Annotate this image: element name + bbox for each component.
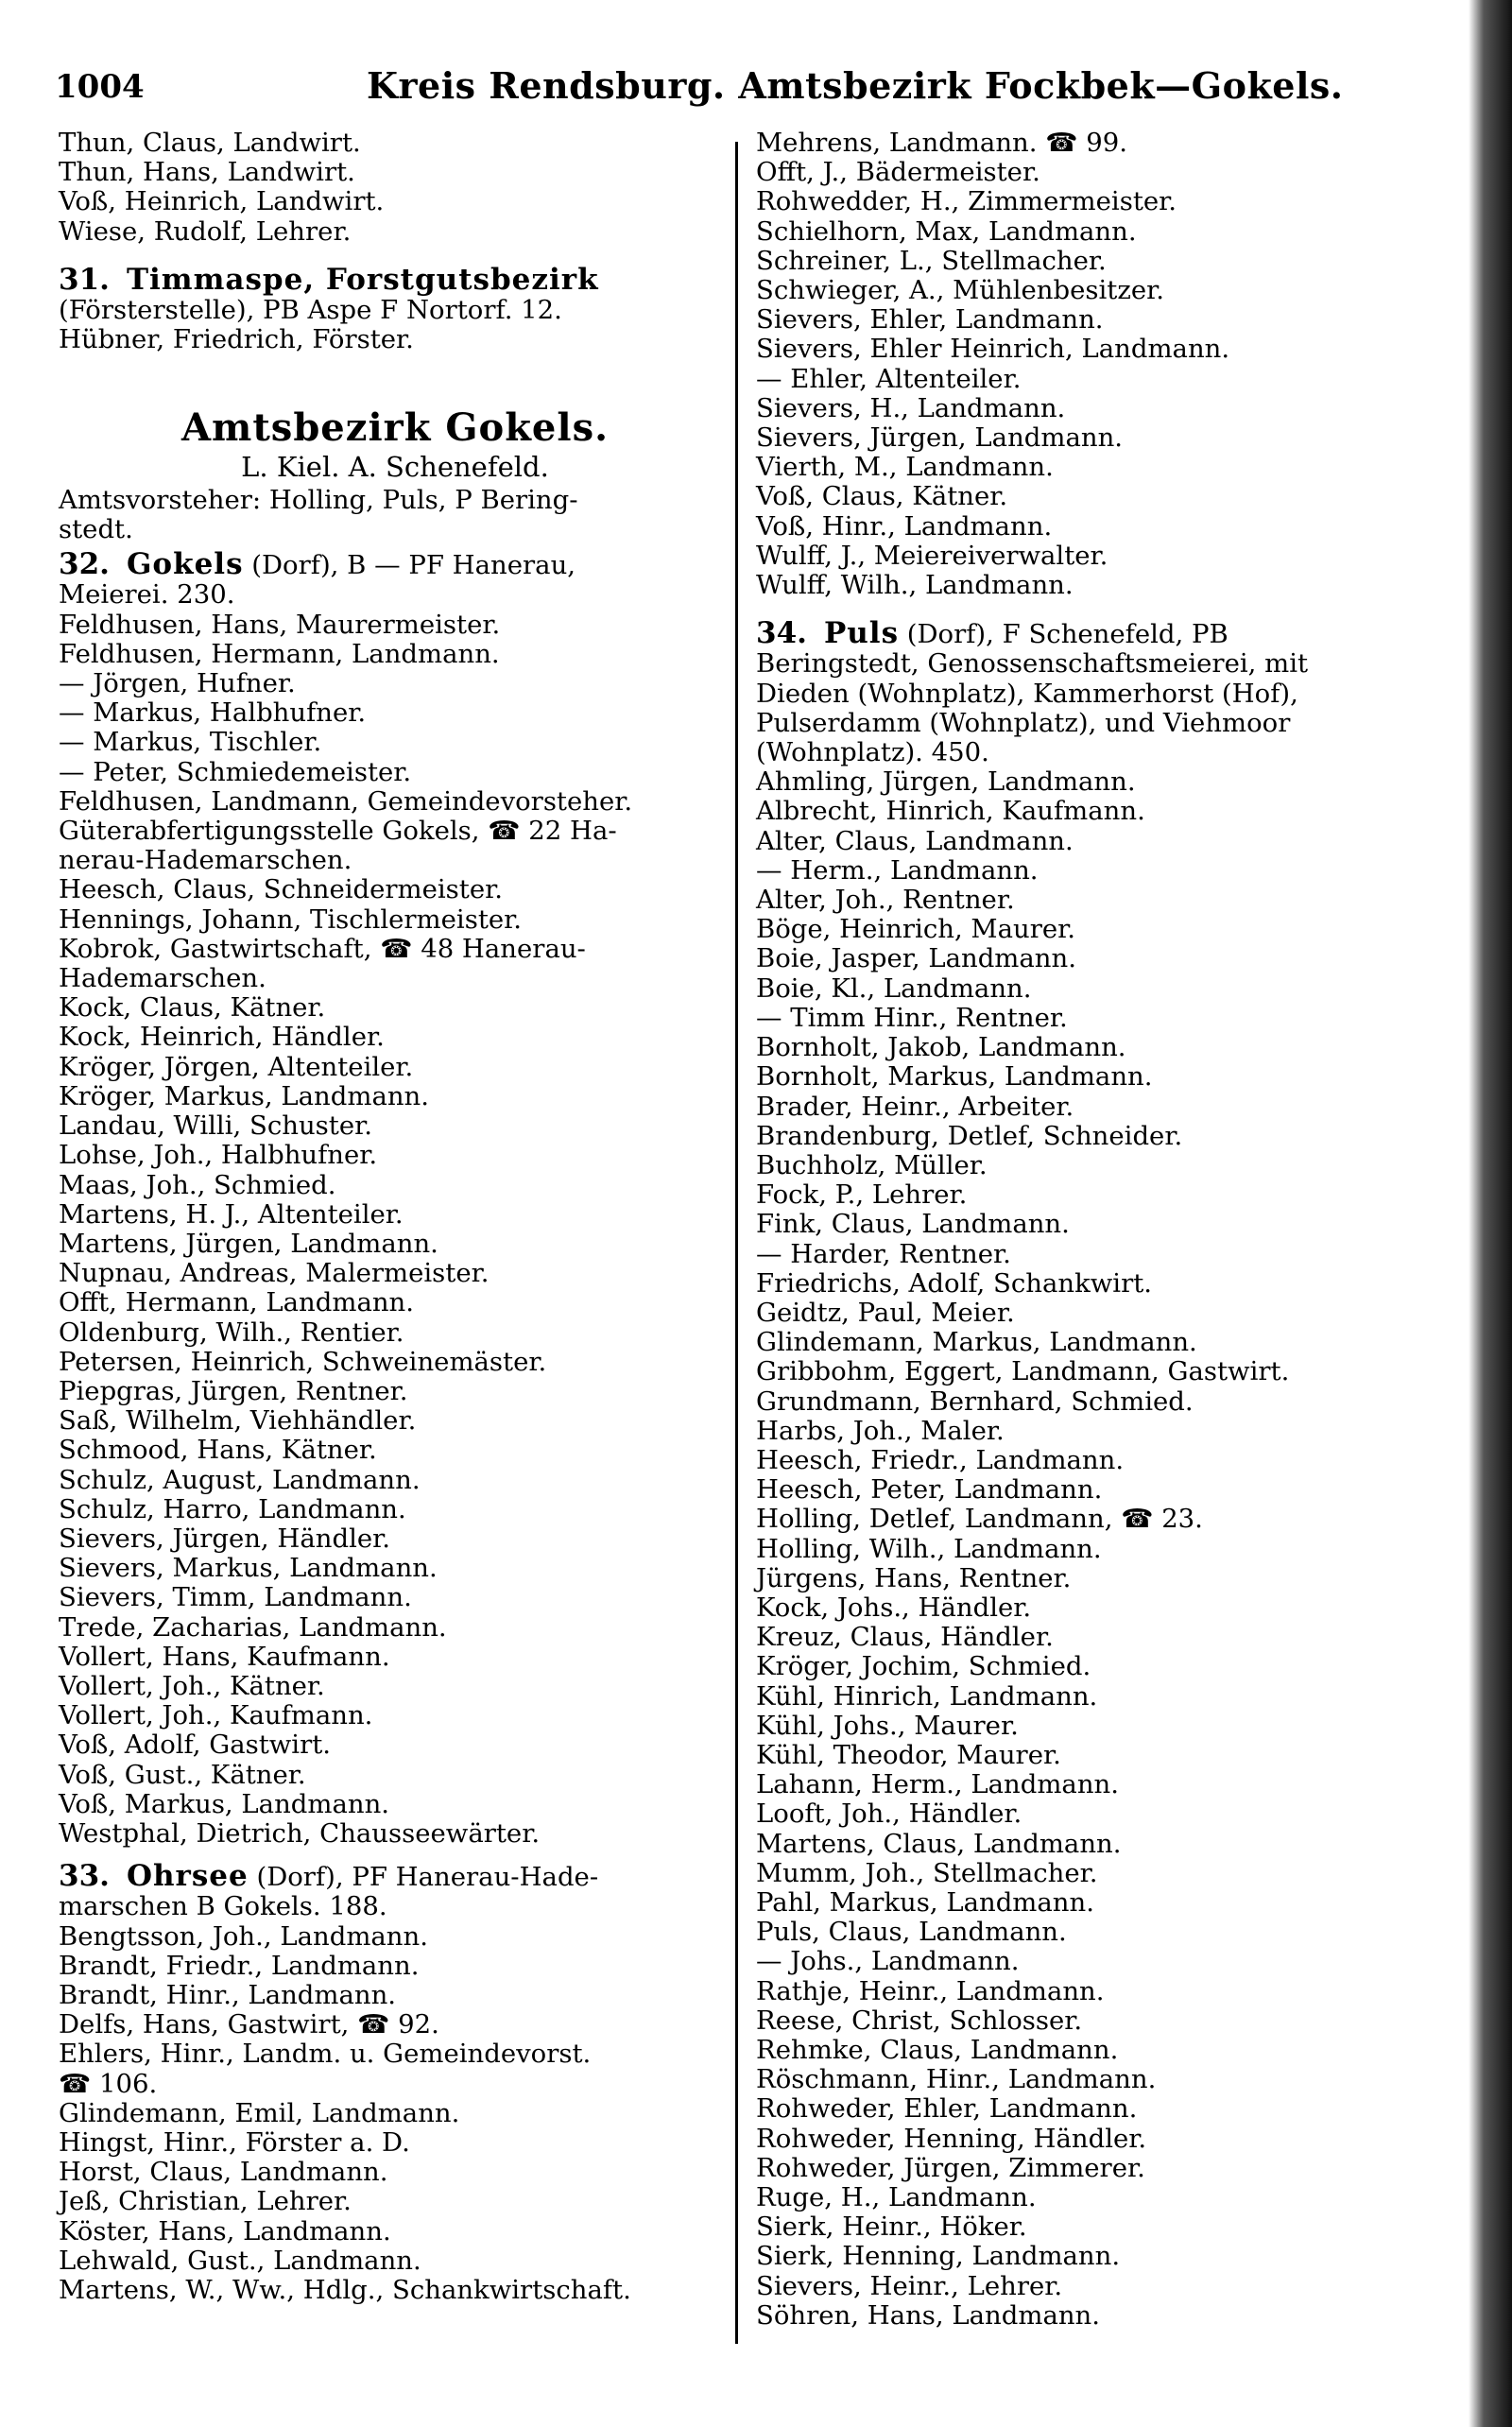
list-item: Feldhusen, Landmann, Gemeindevorsteher. xyxy=(59,785,633,817)
list-item: Maas, Joh., Schmied. xyxy=(59,1169,336,1200)
list-item: Mumm, Joh., Stellmacher. xyxy=(756,1857,1098,1888)
list-item: Köster, Hans, Landmann. xyxy=(59,2215,391,2246)
right-column xyxy=(756,129,1408,2331)
list-item: Jeß, Christian, Lehrer. xyxy=(59,2186,352,2217)
section-number: 33. xyxy=(59,1859,110,1894)
section-description: (Dorf), PF Hanerau-Hade- xyxy=(256,1862,599,1893)
list-item: Kock, Johs., Händler. xyxy=(756,1592,1032,1623)
list-item: Heesch, Friedr., Landmann. xyxy=(756,1444,1125,1475)
list-item: Kühl, Johs., Maurer. xyxy=(756,1710,1019,1741)
running-head: Kreis Rendsburg. Amtsbezirk Fockbek—Gokels. xyxy=(367,64,1344,107)
list-item: Bornholt, Jakob, Landmann. xyxy=(756,1032,1126,1063)
list-item: Rohweder, Ehler, Landmann. xyxy=(756,2093,1138,2125)
list-item: Fink, Claus, Landmann. xyxy=(756,1209,1070,1240)
list-item: Kreuz, Claus, Händler. xyxy=(756,1622,1054,1653)
list-item: Schulz, Harro, Landmann. xyxy=(59,1493,406,1524)
list-item: Vollert, Joh., Kaufmann. xyxy=(59,1700,373,1731)
list-item: Nupnau, Andreas, Malermeister. xyxy=(59,1258,490,1289)
list-item: Heesch, Claus, Schneidermeister. xyxy=(59,874,503,905)
list-item: Westphal, Dietrich, Chausseewärter. xyxy=(59,1817,541,1849)
section-place: Ohrsee xyxy=(126,1859,249,1894)
section-32 xyxy=(59,547,731,1849)
list-item: Buchholz, Müller. xyxy=(756,1149,988,1180)
section-32-lines xyxy=(59,580,731,1849)
list-item: Delfs, Hans, Gastwirt, ☎ 92. xyxy=(59,2009,439,2040)
list-item: Thun, Claus, Landwirt. xyxy=(59,128,361,158)
list-item: Brandenburg, Detlef, Schneider. xyxy=(756,1120,1183,1151)
list-item: Landau, Willi, Schuster. xyxy=(59,1110,372,1142)
list-item: Alter, Joh., Rentner. xyxy=(756,885,1015,916)
list-item: Röschmann, Hinr., Landmann. xyxy=(756,2064,1157,2095)
list-item: Schielhorn, Max, Landmann. xyxy=(756,215,1137,247)
list-item: Güterabfertigungsstelle Gokels, ☎ 22 Ha- xyxy=(59,816,617,847)
list-item: Sierk, Heinr., Höker. xyxy=(756,2212,1027,2243)
section-number: 31. xyxy=(59,262,110,297)
list-item: Rohweder, Henning, Händler. xyxy=(756,2123,1147,2154)
list-item: Brandt, Friedr., Landmann. xyxy=(59,1950,420,1981)
list-item: Kock, Heinrich, Händler. xyxy=(59,1022,385,1053)
list-item: Vierth, M., Landmann. xyxy=(756,452,1054,483)
list-item: marschen B Gokels. 188. xyxy=(59,1891,387,1922)
list-item: Hademarschen. xyxy=(59,963,266,994)
list-item: Kröger, Jörgen, Altenteiler. xyxy=(59,1051,414,1082)
list-item: Rohwedder, H., Zimmermeister. xyxy=(756,186,1177,217)
section-heading xyxy=(59,547,731,582)
list-item: Sievers, Jürgen, Landmann. xyxy=(756,422,1124,454)
section-description: (Dorf), B — PF Hanerau, xyxy=(251,550,576,581)
list-item: Lahann, Herm., Landmann. xyxy=(756,1769,1119,1800)
list-item: Martens, Jürgen, Landmann. xyxy=(59,1228,438,1259)
list-item: — Herm., Landmann. xyxy=(756,854,1039,886)
list-item: Brader, Heinr., Arbeiter. xyxy=(756,1091,1074,1122)
list-item: Reese, Christ, Schlosser. xyxy=(756,2005,1083,2036)
list-item: Alter, Claus, Landmann. xyxy=(756,825,1074,856)
list-item: Oldenburg, Wilh., Rentier. xyxy=(59,1317,404,1348)
list-item: Saß, Wilhelm, Viehhändler. xyxy=(59,1405,417,1437)
list-item: Sievers, Ehler Heinrich, Landmann. xyxy=(756,334,1230,365)
list-item: nerau-Hademarschen. xyxy=(59,845,352,876)
list-item: Schulz, August, Landmann. xyxy=(59,1464,421,1495)
list-item: Wulff, Wilh., Landmann. xyxy=(756,570,1074,601)
page-number: 1004 xyxy=(55,68,145,106)
section-heading xyxy=(756,616,1408,651)
section-place: Puls xyxy=(823,616,900,651)
list-item: — Markus, Tischler. xyxy=(59,727,322,758)
section-31 xyxy=(59,262,731,355)
list-item: Lohse, Joh., Halbhufner. xyxy=(59,1140,378,1171)
list-item: Schwieger, A., Mühlenbesitzer. xyxy=(756,275,1164,306)
list-item: Horst, Claus, Landmann. xyxy=(59,2157,388,2188)
list-item: Sievers, Timm, Landmann. xyxy=(59,1582,412,1613)
list-item: stedt. xyxy=(59,514,133,545)
list-item: Holling, Wilh., Landmann. xyxy=(756,1533,1102,1564)
list-item: Fock, P., Lehrer. xyxy=(756,1179,968,1211)
list-item: Voß, Adolf, Gastwirt. xyxy=(59,1730,332,1761)
list-item: Böge, Heinrich, Maurer. xyxy=(756,914,1075,945)
list-item: Kock, Claus, Kätner. xyxy=(59,992,326,1024)
list-item: Glindemann, Emil, Landmann. xyxy=(59,2097,460,2128)
list-item: Hennings, Johann, Tischlermeister. xyxy=(59,904,523,935)
list-item: (Wohnplatz). 450. xyxy=(756,737,989,768)
list-item: Grundmann, Bernhard, Schmied. xyxy=(756,1386,1194,1417)
list-item: Vollert, Joh., Kätner. xyxy=(59,1670,325,1701)
amtsbezirk-heading: Amtsbezirk Gokels. xyxy=(180,405,610,451)
list-item: Bengtsson, Joh., Landmann. xyxy=(59,1920,428,1952)
list-item: Looft, Joh., Händler. xyxy=(756,1799,1022,1830)
list-item: Rehmke, Claus, Landmann. xyxy=(756,2035,1119,2065)
list-item: ☎ 106. xyxy=(59,2068,158,2099)
list-item: Offt, J., Bädermeister. xyxy=(756,157,1040,188)
section-place: Gokels xyxy=(126,547,244,582)
list-item: Heesch, Peter, Landmann. xyxy=(756,1474,1103,1506)
list-item: Glindemann, Markus, Landmann. xyxy=(756,1327,1197,1358)
list-item: — Johs., Landmann. xyxy=(756,1946,1020,1977)
list-item: Martens, Claus, Landmann. xyxy=(756,1828,1122,1859)
list-item: Sievers, H., Landmann. xyxy=(756,392,1066,423)
page-edge-shadow xyxy=(1469,0,1512,2427)
list-item: Trede, Zacharias, Landmann. xyxy=(59,1611,447,1643)
list-item: Boie, Jasper, Landmann. xyxy=(756,943,1076,974)
list-item: Kühl, Hinrich, Landmann. xyxy=(756,1680,1098,1712)
list-item: Petersen, Heinrich, Schweinemäster. xyxy=(59,1346,547,1377)
list-item: Rathje, Heinr., Landmann. xyxy=(756,1975,1105,2006)
section-number: 32. xyxy=(59,547,110,582)
section-heading xyxy=(59,1859,731,1894)
list-item: Kühl, Theodor, Maurer. xyxy=(756,1739,1061,1770)
list-item: Voß, Markus, Landmann. xyxy=(59,1788,390,1819)
section-place: Timmaspe, Forstgutsbezirk xyxy=(126,262,599,297)
list-item: Mehrens, Landmann. ☎ 99. xyxy=(756,128,1127,158)
list-item: — Markus, Halbhufner. xyxy=(59,697,367,729)
list-item: Schmood, Hans, Kätner. xyxy=(59,1435,377,1466)
list-item: Sievers, Markus, Landmann. xyxy=(59,1553,438,1584)
list-item: Kröger, Markus, Landmann. xyxy=(59,1080,430,1111)
list-item: Söhren, Hans, Landmann. xyxy=(756,2299,1101,2331)
section-33-lines xyxy=(59,1892,731,2305)
list-item: Hingst, Hinr., Förster a. D. xyxy=(59,2127,410,2158)
amtsbezirk-block xyxy=(59,405,731,545)
list-item: Kobrok, Gastwirtschaft, ☎ 48 Hanerau- xyxy=(59,933,586,964)
list-item: Dieden (Wohnplatz), Kammerhorst (Hof), xyxy=(756,678,1298,709)
section-description: (Dorf), F Schenefeld, PB xyxy=(906,619,1228,650)
list-item: Geidtz, Paul, Meier. xyxy=(756,1297,1015,1328)
list-item: Kröger, Jochim, Schmied. xyxy=(756,1651,1091,1682)
list-item: Feldhusen, Hans, Maurermeister. xyxy=(59,609,501,640)
page-header xyxy=(55,64,1416,121)
list-item: Vollert, Hans, Kaufmann. xyxy=(59,1641,390,1672)
list-item: (Försterstelle), PB Aspe F Nortorf. 12. xyxy=(59,295,562,326)
list-item: Sievers, Heinr., Lehrer. xyxy=(756,2270,1063,2301)
list-item: Ruge, H., Landmann. xyxy=(756,2182,1037,2213)
list-item: Ahmling, Jürgen, Landmann. xyxy=(756,766,1136,798)
list-item: Sievers, Ehler, Landmann. xyxy=(756,304,1104,336)
list-item: Albrecht, Hinrich, Kaufmann. xyxy=(756,796,1145,827)
left-column xyxy=(59,129,731,2305)
list-item: Bornholt, Markus, Landmann. xyxy=(756,1061,1153,1093)
list-item: Rohweder, Jürgen, Zimmerer. xyxy=(756,2152,1145,2183)
list-item: Holling, Detlef, Landmann, ☎ 23. xyxy=(756,1504,1203,1535)
list-item: — Timm Hinr., Rentner. xyxy=(756,1002,1068,1033)
list-item: Friedrichs, Adolf, Schankwirt. xyxy=(756,1267,1153,1299)
list-item: Voß, Claus, Kätner. xyxy=(756,481,1008,512)
list-item: Gribbohm, Eggert, Landmann, Gastwirt. xyxy=(756,1356,1290,1387)
amtsbezirk-subheading: L. Kiel. A. Schenefeld. xyxy=(241,450,549,483)
column-divider xyxy=(735,142,738,2344)
section-heading xyxy=(59,262,731,297)
list-item: Voß, Hinr., Landmann. xyxy=(756,510,1053,542)
list-item: Jürgens, Hans, Rentner. xyxy=(756,1562,1072,1593)
section-number: 34. xyxy=(756,616,807,651)
list-item: Sievers, Jürgen, Händler. xyxy=(59,1523,391,1554)
list-item: Piepgras, Jürgen, Rentner. xyxy=(59,1375,408,1406)
list-item: Schreiner, L., Stellmacher. xyxy=(756,245,1107,276)
list-item: Lehwald, Gust., Landmann. xyxy=(59,2245,421,2276)
list-item: Beringstedt, Genossenschaftsmeierei, mit xyxy=(756,648,1309,680)
list-item: Voß, Heinrich, Landwirt. xyxy=(59,186,385,217)
list-item: Amtsvorsteher: Holling, Puls, P Bering- xyxy=(59,484,578,515)
list-item: Martens, W., Ww., Hdlg., Schankwirtschaft. xyxy=(59,2275,631,2306)
top-entries-right xyxy=(756,129,1408,600)
list-item: Ehlers, Hinr., Landm. u. Gemeindevorst. xyxy=(59,2039,592,2070)
section-34-lines xyxy=(756,738,1408,2331)
list-item: Wiese, Rudolf, Lehrer. xyxy=(59,215,352,247)
list-item: — Peter, Schmiedemeister. xyxy=(59,756,412,787)
list-item: Puls, Claus, Landmann. xyxy=(756,1917,1067,1948)
list-item: Sierk, Henning, Landmann. xyxy=(756,2241,1121,2272)
top-entries-left xyxy=(59,129,731,247)
list-item: Meierei. 230. xyxy=(59,579,235,611)
list-item: Feldhusen, Hermann, Landmann. xyxy=(59,638,500,669)
list-item: Wulff, J., Meiereiverwalter. xyxy=(756,540,1108,571)
list-item: Hübner, Friedrich, Förster. xyxy=(59,324,414,355)
list-item: Thun, Hans, Landwirt. xyxy=(59,157,355,188)
list-item: — Harder, Rentner. xyxy=(756,1238,1011,1269)
list-item: Brandt, Hinr., Landmann. xyxy=(59,1979,397,2010)
section-34 xyxy=(756,616,1408,2331)
list-item: Boie, Kl., Landmann. xyxy=(756,973,1032,1004)
section-33 xyxy=(59,1859,731,2306)
list-item: — Jörgen, Hufner. xyxy=(59,668,296,699)
list-item: Voß, Gust., Kätner. xyxy=(59,1759,306,1790)
list-item: — Ehler, Altenteiler. xyxy=(756,363,1022,394)
list-item: Pahl, Markus, Landmann. xyxy=(756,1886,1094,1918)
list-item: Pulserdamm (Wohnplatz), und Viehmoor xyxy=(756,707,1291,738)
list-item: Offt, Hermann, Landmann. xyxy=(59,1287,415,1318)
list-item: Martens, H. J., Altenteiler. xyxy=(59,1198,404,1230)
list-item: Harbs, Joh., Maler. xyxy=(756,1415,1005,1446)
